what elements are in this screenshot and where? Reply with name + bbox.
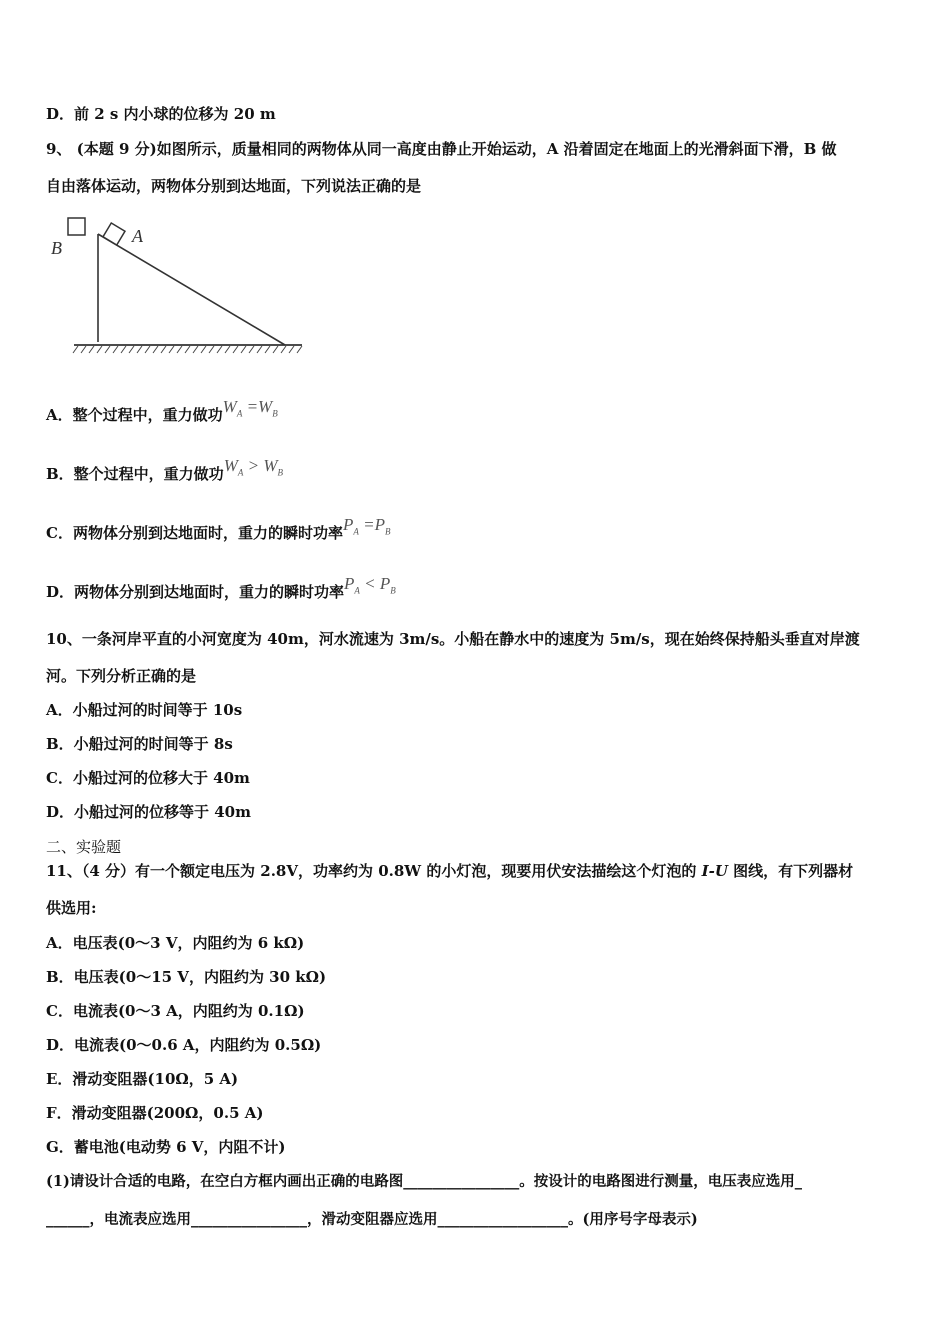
section-title: 二、实验题	[46, 838, 122, 856]
q9-option-c: C．两物体分别到达地面时，重力的瞬时功率$P_A =P_B$	[46, 515, 391, 542]
q11-option-a: A．电压表(0～3 V，内阻约为 6 kΩ)	[46, 934, 305, 952]
q9-stem-line2: 自由落体运动，两物体分别到达地面，下列说法正确的是	[46, 177, 422, 195]
label-a: A	[132, 226, 143, 246]
q8-option-d: D．前 2 s 内小球的位移为 20 m	[46, 105, 276, 123]
q10-option-c: C．小船过河的位移大于 40m	[46, 769, 250, 787]
q10-stem-line2: 河。下列分析正确的是	[46, 667, 197, 685]
formula-wa-gt-wb: $W_A > W_B$	[223, 456, 284, 478]
q9-option-d: D．两物体分别到达地面时，重力的瞬时功率$P_A < P_B$	[46, 574, 396, 601]
q10-option-a: A．小船过河的时间等于 10s	[46, 701, 243, 719]
q11-part1-line1: (1)请设计合适的电路，在空白方框内画出正确的电路图________________。按设计的电路图进行测量，电压表应选用_	[46, 1173, 803, 1190]
formula-pa-lt-pb: $P_A < P_B$	[344, 574, 396, 596]
q11-option-d: D．电流表(0～0.6 A，内阻约为 0.5Ω)	[46, 1036, 322, 1054]
formula-wa-eq-wb: $W_A =W_B$	[222, 397, 278, 419]
q11-option-g: G．蓄电池(电动势 6 V，内阻不计)	[46, 1138, 286, 1156]
q11-stem-line1: 11、（4 分）有一个额定电压为 2.8V，功率约为 0.8W 的小灯泡，现要用伏安法描绘这个灯泡的 I-U 图线，有下列器材	[46, 862, 854, 880]
q11-option-e: E．滑动变阻器(10Ω，5 A)	[46, 1070, 239, 1088]
q9-option-b: B．整个过程中，重力做功$W_A > W_B$	[46, 456, 284, 483]
q11-option-c: C．电流表(0～3 A，内阻约为 0.1Ω)	[46, 1002, 305, 1020]
formula-pa-eq-pb: $P_A =P_B$	[342, 515, 391, 537]
q11-stem-line2: 供选用:	[46, 899, 97, 917]
q10-stem-line1: 10、一条河岸平直的小河宽度为 40m，河水流速为 3m/s。小船在静水中的速度为 5m/s，现在始终保持船头垂直对岸渡	[46, 630, 860, 648]
q10-option-b: B．小船过河的时间等于 8s	[46, 735, 233, 753]
q11-part1-line2: ______，电流表应选用________________，滑动变阻器应选用__________________。(用序号字母表示)	[46, 1211, 698, 1228]
q9-stem-line1: 9、 (本题 9 分)如图所示，质量相同的两物体从同一高度由静止开始运动，A 沿着固定在地面上的光滑斜面下滑，B 做	[46, 140, 837, 158]
label-b: B	[51, 238, 62, 258]
q11-option-b: B．电压表(0～15 V，内阻约为 30 kΩ)	[46, 968, 327, 986]
q9-figure	[48, 212, 308, 362]
q11-option-f: F．滑动变阻器(200Ω，0.5 A)	[46, 1104, 264, 1122]
q10-option-d: D．小船过河的位移等于 40m	[46, 803, 251, 821]
q9-option-a: A．整个过程中，重力做功$W_A =W_B$	[46, 397, 278, 424]
